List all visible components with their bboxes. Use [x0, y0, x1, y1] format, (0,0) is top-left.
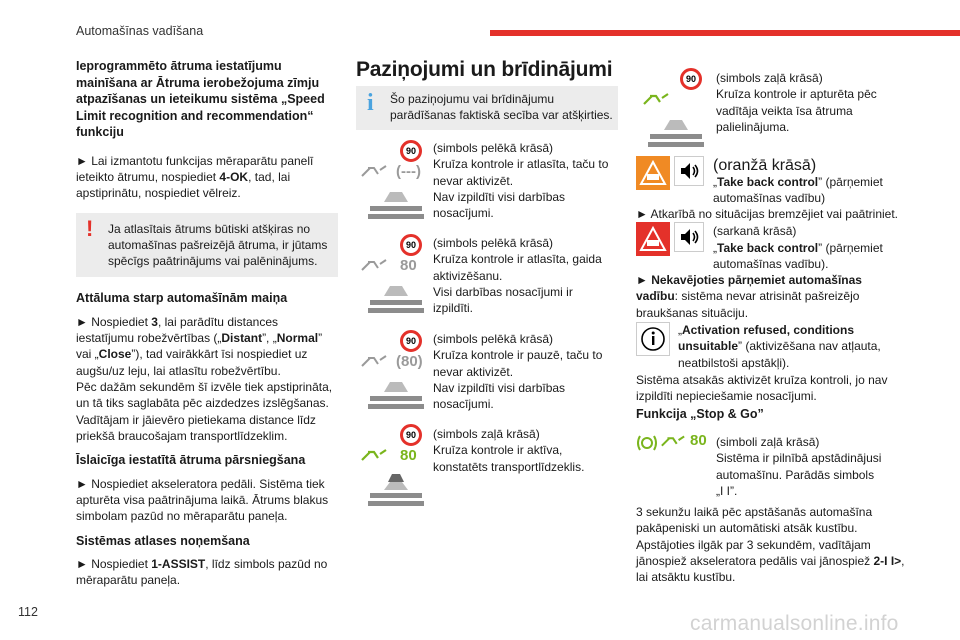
cruise-control-green-icon: [360, 448, 388, 464]
info-text: Šo paziņojumu vai brīdinājumu parādīšanas faktiskā secība var atšķirties.: [390, 92, 613, 122]
road-with-car-icon: [368, 474, 424, 508]
speed-display: 80: [400, 257, 417, 274]
stop-go-green-icon: [636, 434, 658, 452]
entry-4-icons: [356, 424, 432, 514]
running-header: Automašīnas vadīšana: [76, 24, 204, 38]
column-1: [76, 58, 338, 589]
warning-box: [76, 213, 338, 277]
watermark: carmanualsonline.info: [690, 612, 899, 635]
sound-alert-icon: [674, 156, 704, 186]
c3-entry-1-icons: [636, 68, 712, 154]
speed-display: 80: [400, 447, 417, 464]
road-grey-icon: [368, 192, 424, 222]
entry-1-icons: [356, 140, 432, 226]
cruise-control-grey-icon: [360, 258, 388, 274]
entry-1-text: [433, 140, 613, 221]
c3-entry-2-title: „Take back control” (pārņemiet automašīnas vadību): [713, 175, 883, 206]
page-number: 112: [18, 605, 38, 619]
activation-refused-info-icon: [636, 322, 670, 356]
c3-entry-2-color: (oranžā krāsā): [713, 157, 817, 174]
entry-line: Kruīza kontrole ir atlasīta, gaida aktivizēšanu.: [433, 252, 602, 283]
distance-heading: Attāluma starp automašīnām maiņa: [76, 291, 288, 306]
stop-and-go-icons: [636, 432, 712, 454]
stop-and-go-text: [716, 434, 896, 499]
entry-line: Nav izpildīti visi darbības nosacījumi.: [433, 189, 566, 221]
entry-line: (simboli zaļā krāsā): [716, 435, 820, 449]
c3-entry-2-action: ► Atkarībā no situācijas bremzējiet vai paātriniet.: [636, 207, 899, 221]
distance-text-driver: Vadītājam ir jāievēro pietiekama distance līdz priekšā braucošajam transportlīdzeklim.: [76, 412, 316, 443]
c3-entry-3-action: ► Nekavējoties pārņemiet automašīnas vadību: sistēma nevar atrisināt pašreizējo braukšanas situāciju.: [636, 273, 862, 320]
speed-display: 80: [690, 432, 707, 449]
speed-limit-heading: Ieprogrammēto ātruma iestatījumu mainīšana ar Ātruma ierobežojuma zīmju atpazīšanas un ieteikumu sistēma „Speed Limit recognition and recommendation“ funkciju: [76, 59, 325, 139]
road-grey-icon: [648, 120, 704, 150]
entry-2-icons: [356, 234, 432, 320]
entry-line: (simbols zaļā krāsā): [433, 427, 540, 441]
entry-line: (simbols zaļā krāsā): [716, 71, 823, 85]
cruise-control-grey-icon: [360, 164, 388, 180]
header-accent-bar: [490, 30, 960, 36]
speed-limit-text: ► Lai izmantotu funkcijas mēraparātu panelī ieteikto ātrumu, nospiediet 4-OK, tad, lai apstiprinātu, nospiediet vēlreiz.: [76, 153, 314, 201]
road-grey-icon: [368, 382, 424, 412]
cruise-control-grey-icon: [360, 354, 388, 370]
speed-limit-sign-icon: 90: [400, 234, 422, 256]
speed-limit-sign-icon: 90: [400, 140, 422, 162]
warning-text: Ja atlasītais ātrums būtiski atšķiras no automašīnas pašreizējā ātruma, ir jūtams spēcīgs paātrinājums vai palēninājums.: [108, 222, 328, 269]
c3-entry-3-color: (sarkanā krāsā): [713, 224, 797, 238]
stop-and-go-heading: Funkcija „Stop & Go”: [636, 407, 764, 421]
distance-text: ► Nospiediet 3, lai parādītu distances iestatījumu robežvērtības („Distant”, „Normal” vai „Close”), tad vairākkārt īsi nospiediet uz augšu/uz leju, lai atlasītu robežvērtību.: [76, 314, 323, 378]
cruise-control-green-icon: [660, 434, 686, 450]
speed-limit-sign-icon: 90: [400, 330, 422, 352]
entry-2-text: [433, 235, 613, 316]
speed-limit-sign-icon: 90: [680, 68, 702, 90]
restart-long-text: Apstājoties ilgāk par 3 sekundēm, vadītājam jānospiež akseleratora pedālis vai jānospiež 2-I I>, lai atsāktu kustību.: [636, 537, 905, 585]
info-i-icon: i: [367, 90, 374, 116]
distance-text-confirm: Pēc dažām sekundēm šī izvēle tiek apstiprināta, un tā tiks saglabāta pēc aizdedzes izslēgšanas.: [76, 380, 333, 411]
c3-entry-4-text: „Activation refused, conditions unsuitable” (aktivizēšana nav atļauta, neatbilstoši apstākļi).: [678, 323, 881, 370]
stop-and-go-description: [636, 504, 906, 585]
speed-limit-sign-icon: 90: [400, 424, 422, 446]
c3-entry-3-title: „Take back control” (pārņemiet automašīnas vadību).: [713, 241, 883, 272]
entry-3-text: [433, 331, 613, 412]
deselect-text: ► Nospiediet 1-ASSIST, līdz simbols pazūd no mēraparātu paneļa.: [76, 557, 328, 588]
entry-line: Sistēma ir pilnībā apstādinājusi automašīnu. Parādās simbols: [716, 451, 882, 482]
section-title: Paziņojumi un brīdinājumi: [356, 58, 613, 81]
c3-entry-3-icons: [636, 222, 706, 256]
info-box: [356, 86, 618, 130]
entry-line: (simbols pelēkā krāsā): [433, 332, 554, 346]
entry-line: Kruīza kontrole ir apturēta pēc vadītāja veikta īsa ātruma palielinājuma.: [716, 87, 877, 134]
speed-display: (---): [396, 163, 421, 180]
cruise-control-green-icon: [642, 92, 670, 108]
entry-line: „I I”.: [716, 483, 738, 498]
speed-display: (80): [396, 353, 423, 370]
entry-line: (simbols pelēkā krāsā): [433, 236, 554, 250]
sound-alert-icon: [674, 222, 704, 252]
entry-line: Kruīza kontrole ir atlasīta, taču to nevar aktivizēt.: [433, 157, 609, 188]
entry-line: Visi darbības nosacījumi ir izpildīti.: [433, 284, 573, 316]
c3-entry-4-explanation: Sistēma atsakās aktivizēt kruīza kontroli, jo nav izpildīti nepieciešamie nosacījumi.: [636, 373, 888, 404]
warning-exclamation-icon: !: [86, 216, 94, 242]
c3-entry-2-icons: [636, 156, 706, 190]
road-grey-icon: [368, 286, 424, 316]
entry-line: Kruīza kontrole ir pauzē, taču to nevar aktivizēt.: [433, 348, 603, 379]
entry-line: Kruīza kontrole ir aktīva, konstatēts transportlīdzeklis.: [433, 443, 585, 474]
entry-line: (simbols pelēkā krāsā): [433, 141, 554, 155]
take-back-control-red-icon: [636, 222, 670, 256]
c3-entry-1-text: [716, 70, 886, 135]
restart-text: 3 sekunžu laikā pēc apstāšanās automašīna pakāpeniski un automātiski atsāk kustību.: [636, 505, 873, 536]
override-text: ► Nospiediet akseleratora pedāli. Sistēma tiek apturēta visa paātrinājuma laikā. Ātrums blakus simbolam pazūd no mēraparātu paneļa.: [76, 476, 329, 524]
entry-4-text: [433, 426, 613, 475]
take-back-control-orange-icon: [636, 156, 670, 190]
deselect-heading: Sistēmas atlases noņemšana: [76, 533, 250, 548]
entry-line: Nav izpildīti visi darbības nosacījumi.: [433, 380, 566, 412]
override-heading: Īslaicīga iestatītā ātruma pārsniegšana: [76, 453, 306, 468]
entry-3-icons: [356, 330, 432, 416]
